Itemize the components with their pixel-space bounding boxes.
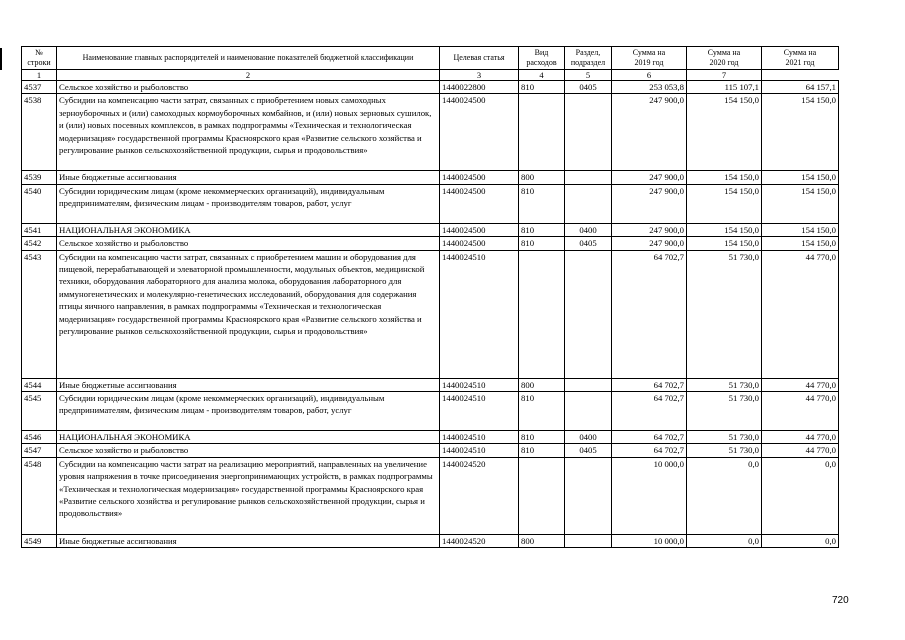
row-expense-type: 810: [519, 444, 565, 457]
row-sum-2020: 51 730,0: [687, 392, 762, 431]
row-number: 4547: [22, 444, 57, 457]
row-number: 4538: [22, 94, 57, 171]
row-section: [565, 534, 612, 547]
header-expense-type: Вид расходов: [519, 47, 565, 70]
row-sum-2021: 0,0: [762, 534, 839, 547]
row-name: Субсидии юридическим лицам (кроме некоммерческих организаций), индивидуальным предпринимателям, физическим лицам - производителям товаров, работ, услуг: [57, 392, 440, 431]
row-target-article: 1440024510: [440, 444, 519, 457]
row-target-article: 1440024500: [440, 237, 519, 250]
row-section: 0405: [565, 237, 612, 250]
row-sum-2020: 51 730,0: [687, 444, 762, 457]
header-sum-2021: Сумма на 2021 год: [762, 47, 839, 70]
column-number: 4: [519, 70, 565, 81]
row-sum-2021: 154 150,0: [762, 223, 839, 236]
row-number: 4544: [22, 378, 57, 391]
row-expense-type: [519, 94, 565, 171]
left-margin-mark: [0, 48, 2, 70]
row-sum-2021: 154 150,0: [762, 94, 839, 171]
row-sum-2020: 154 150,0: [687, 223, 762, 236]
row-number: 4546: [22, 431, 57, 444]
row-expense-type: 810: [519, 431, 565, 444]
row-sum-2019: 64 702,7: [612, 392, 687, 431]
row-sum-2019: 247 900,0: [612, 223, 687, 236]
row-sum-2020: 115 107,1: [687, 81, 762, 94]
row-target-article: 1440024520: [440, 457, 519, 534]
row-expense-type: 810: [519, 81, 565, 94]
row-sum-2020: 0,0: [687, 534, 762, 547]
table-row: [22, 223, 839, 236]
row-sum-2021: 64 157,1: [762, 81, 839, 94]
row-number: 4542: [22, 237, 57, 250]
header-sum-2020: Сумма на 2020 год: [687, 47, 762, 70]
row-target-article: 1440024510: [440, 250, 519, 378]
row-section: 0400: [565, 431, 612, 444]
row-number: 4543: [22, 250, 57, 378]
row-sum-2020: 154 150,0: [687, 184, 762, 223]
row-expense-type: [519, 457, 565, 534]
row-section: [565, 392, 612, 431]
row-expense-type: 800: [519, 171, 565, 184]
row-name: НАЦИОНАЛЬНАЯ ЭКОНОМИКА: [57, 431, 440, 444]
row-name: Сельское хозяйство и рыболовство: [57, 237, 440, 250]
header-row-number: № строки: [22, 47, 57, 70]
column-number: 7: [687, 70, 762, 81]
row-number: 4549: [22, 534, 57, 547]
row-section: 0400: [565, 223, 612, 236]
table-row: [22, 94, 839, 171]
row-number: 4548: [22, 457, 57, 534]
row-target-article: 1440024510: [440, 392, 519, 431]
row-target-article: 1440024500: [440, 171, 519, 184]
table-row: [22, 184, 839, 223]
row-sum-2019: 247 900,0: [612, 184, 687, 223]
row-sum-2021: 154 150,0: [762, 237, 839, 250]
row-number: 4540: [22, 184, 57, 223]
column-number: 6: [612, 70, 687, 81]
row-section: 0405: [565, 444, 612, 457]
row-sum-2021: 44 770,0: [762, 431, 839, 444]
row-sum-2021: 154 150,0: [762, 184, 839, 223]
header-target-article: Целевая статья: [440, 47, 519, 70]
row-sum-2020: 154 150,0: [687, 94, 762, 171]
column-number-row: [22, 70, 839, 81]
row-sum-2021: 44 770,0: [762, 444, 839, 457]
row-name: Субсидии юридическим лицам (кроме некоммерческих организаций), индивидуальным предпринимателям, физическим лицам - производителям товаров, работ, услуг: [57, 184, 440, 223]
row-number: 4537: [22, 81, 57, 94]
header-row: [22, 47, 839, 70]
header-section: Раздел, подраздел: [565, 47, 612, 70]
row-sum-2019: 64 702,7: [612, 444, 687, 457]
table-row: [22, 534, 839, 547]
row-sum-2020: 51 730,0: [687, 431, 762, 444]
table-row: [22, 171, 839, 184]
column-number: 3: [440, 70, 519, 81]
table-row: [22, 378, 839, 391]
row-name: Сельское хозяйство и рыболовство: [57, 81, 440, 94]
table-row: [22, 457, 839, 534]
row-number: 4539: [22, 171, 57, 184]
row-expense-type: 800: [519, 378, 565, 391]
row-name: Субсидии на компенсацию части затрат, связанных с приобретением машин и оборудования для пищевой, перерабатывающей и элеваторной промышленности, модульных объектов, медицинской техники, оборудования лабораторного для анализа молока, оборудования лабораторного для иммуногенетических и молекулярно-генетических исследований, оборудования для содержания птицы яичного направления, в рамках подпрограммы «Техническая и технологическая модернизация» государственной программы Красноярского края «Развитие сельского хозяйства и регулирование рынков сельскохозяйственной продукции, сырья и продовольствия»: [57, 250, 440, 378]
row-expense-type: 810: [519, 392, 565, 431]
row-sum-2021: 44 770,0: [762, 392, 839, 431]
row-expense-type: [519, 250, 565, 378]
row-sum-2019: 64 702,7: [612, 250, 687, 378]
row-target-article: 1440024510: [440, 431, 519, 444]
table-row: [22, 250, 839, 378]
column-number: 2: [57, 70, 440, 81]
row-expense-type: 810: [519, 223, 565, 236]
row-number: 4541: [22, 223, 57, 236]
row-target-article: 1440024500: [440, 184, 519, 223]
row-sum-2020: 0,0: [687, 457, 762, 534]
budget-table: [21, 46, 839, 548]
row-sum-2019: 247 900,0: [612, 94, 687, 171]
row-sum-2021: 44 770,0: [762, 378, 839, 391]
row-expense-type: 810: [519, 237, 565, 250]
table-row: [22, 81, 839, 94]
row-name: Субсидии на компенсацию части затрат на реализацию мероприятий, направленных на увеличение уровня напряжения в точке присоединения энергопринимающих устройств, в рамках подпрограммы «Техническая и технологическая модернизация» государственной программы Красноярского края «Развитие сельского хозяйства и регулирование рынков сельскохозяйственной продукции, сырья и продовольствия»: [57, 457, 440, 534]
row-name: Иные бюджетные ассигнования: [57, 171, 440, 184]
row-target-article: 1440022800: [440, 81, 519, 94]
header-sum-2019: Сумма на 2019 год: [612, 47, 687, 70]
row-name: Иные бюджетные ассигнования: [57, 378, 440, 391]
row-expense-type: 800: [519, 534, 565, 547]
row-sum-2019: 64 702,7: [612, 431, 687, 444]
row-target-article: 1440024500: [440, 223, 519, 236]
row-sum-2020: 51 730,0: [687, 378, 762, 391]
row-target-article: 1440024510: [440, 378, 519, 391]
row-sum-2020: 154 150,0: [687, 237, 762, 250]
column-number: 1: [22, 70, 57, 81]
page-number: 720: [832, 595, 849, 606]
row-sum-2021: 44 770,0: [762, 250, 839, 378]
row-section: [565, 457, 612, 534]
row-section: 0405: [565, 81, 612, 94]
table-row: [22, 392, 839, 431]
row-section: [565, 94, 612, 171]
row-section: [565, 171, 612, 184]
column-number: 5: [565, 70, 612, 81]
row-sum-2019: 247 900,0: [612, 171, 687, 184]
row-sum-2019: 10 000,0: [612, 457, 687, 534]
row-name: Иные бюджетные ассигнования: [57, 534, 440, 547]
row-sum-2019: 253 053,8: [612, 81, 687, 94]
row-number: 4545: [22, 392, 57, 431]
row-target-article: 1440024500: [440, 94, 519, 171]
row-sum-2019: 64 702,7: [612, 378, 687, 391]
row-section: [565, 184, 612, 223]
row-sum-2020: 51 730,0: [687, 250, 762, 378]
row-target-article: 1440024520: [440, 534, 519, 547]
table-row: [22, 237, 839, 250]
row-sum-2021: 0,0: [762, 457, 839, 534]
row-sum-2021: 154 150,0: [762, 171, 839, 184]
table-row: [22, 444, 839, 457]
row-sum-2019: 10 000,0: [612, 534, 687, 547]
row-name: Сельское хозяйство и рыболовство: [57, 444, 440, 457]
row-name: Субсидии на компенсацию части затрат, связанных с приобретением новых самоходных зерноуборочных и (или) самоходных кормоуборочных комбайнов, и (или) новых зерновых сушилок, и (или) новых посевных комплексов, в рамках подпрограммы «Техническая и технологическая модернизация» государственной программы Красноярского края «Развитие сельского хозяйства и регулирование рынков сельскохозяйственной продукции, сырья и продовольствия»: [57, 94, 440, 171]
row-sum-2020: 154 150,0: [687, 171, 762, 184]
row-expense-type: 810: [519, 184, 565, 223]
row-sum-2019: 247 900,0: [612, 237, 687, 250]
header-name: Наименование главных распорядителей и наименование показателей бюджетной классификации: [57, 47, 440, 70]
table-row: [22, 431, 839, 444]
row-name: НАЦИОНАЛЬНАЯ ЭКОНОМИКА: [57, 223, 440, 236]
row-section: [565, 378, 612, 391]
row-section: [565, 250, 612, 378]
